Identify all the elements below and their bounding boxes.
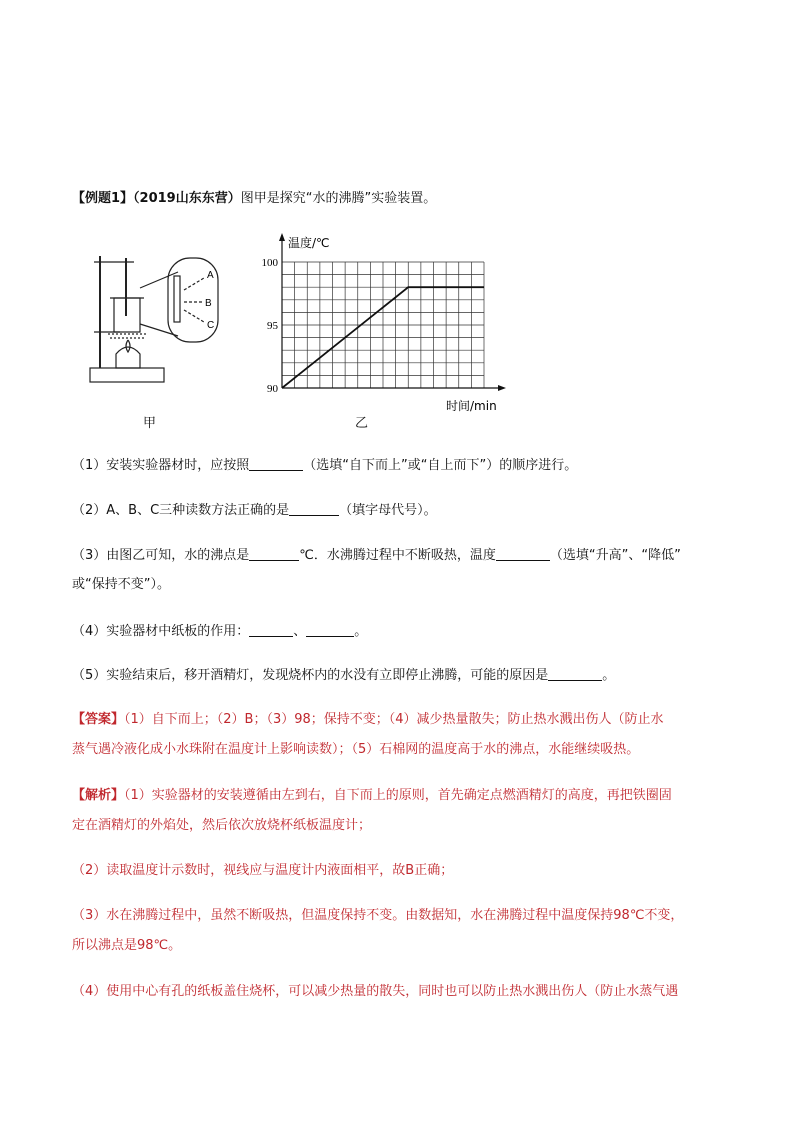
y-tick-label: 100 <box>261 257 278 269</box>
lamp-flame <box>126 340 130 352</box>
example-header <box>72 190 436 208</box>
y-tick-label: 90 <box>267 383 278 395</box>
label-b: B <box>205 298 212 309</box>
question-4 <box>72 622 367 641</box>
question-1-text: （1）安装实验器材时，应按照 <box>72 458 250 473</box>
example-tag: 【例题1】 <box>72 191 134 206</box>
answer-blank[interactable] <box>289 501 339 516</box>
example-text: 图甲是探究“水的沸腾”实验装置。 <box>240 191 437 206</box>
label-c: C <box>207 320 215 331</box>
question-4-mid: 、 <box>293 624 307 639</box>
label-a: A <box>207 270 214 281</box>
y-axis-arrow <box>279 233 285 241</box>
question-1-tail: （选填“自下而上”或“自上而下”）的顺序进行。 <box>303 458 578 473</box>
analysis-text: （1）实验器材的安装遵循由左到右，自下而上的原则，首先确定点燃酒精灯的高度，再把铁圈固 <box>124 788 672 803</box>
wire-gauze <box>108 334 148 338</box>
alcohol-lamp <box>116 347 140 368</box>
answer-blank[interactable] <box>306 622 354 637</box>
example-source: （2019山东东营） <box>133 191 241 206</box>
answer-blank[interactable] <box>249 456 303 471</box>
answer-text: （1）自下而上；（2）B；（3）98；保持不变；（4）减少热量散失；防止热水溅出伤人（防止水 <box>124 712 664 727</box>
question-4-text: （4）实验器材中纸板的作用： <box>72 624 250 639</box>
question-5-tail: 。 <box>602 668 616 683</box>
question-4-tail: 。 <box>354 624 368 639</box>
question-3-tail: （选填“升高”、“降低” <box>549 548 681 563</box>
question-1 <box>72 456 577 475</box>
chart-caption: 乙 <box>355 416 369 431</box>
answer-blank[interactable] <box>249 622 293 637</box>
analysis-p3-line1: （3）水在沸腾过程中，虽然不断吸热，但温度保持不变。由数据知，水在沸腾过程中温度保持98℃不变， <box>72 908 684 923</box>
y-tick-label: 95 <box>267 320 278 332</box>
analysis-line-2: 定在酒精灯的外焰处，然后依次放烧杯纸板温度计； <box>72 818 372 833</box>
answer-blank[interactable] <box>249 546 299 561</box>
question-5 <box>72 666 615 685</box>
answer-blank[interactable] <box>496 546 550 561</box>
question-2-text: （2）A、B、C三种读数方法正确的是 <box>72 503 290 518</box>
answer-line-1 <box>72 711 664 729</box>
question-3-text: （3）由图乙可知，水的沸点是 <box>72 548 250 563</box>
apparatus-caption: 甲 <box>143 416 157 431</box>
analysis-line-1 <box>72 787 672 805</box>
answer-tag: 【答案】 <box>72 712 125 727</box>
x-axis-label: 时间/min <box>446 399 497 413</box>
question-2-tail: （填字母代号）。 <box>339 503 437 518</box>
question-3-line2: 或“保持不变”）。 <box>72 577 170 592</box>
stand-base <box>90 368 164 382</box>
analysis-tag: 【解析】 <box>72 788 125 803</box>
temperature-chart <box>250 225 510 420</box>
analysis-p2: （2）读取温度计示数时，视线应与温度计内液面相平，故B正确； <box>72 863 454 878</box>
question-3-mid: ℃．水沸腾过程中不断吸热，温度 <box>299 548 496 563</box>
y-axis-label: 温度/℃ <box>288 236 330 250</box>
question-5-text: （5）实验结束后，移开酒精灯，发现烧杯内的水没有立即停止沸腾，可能的原因是 <box>72 668 549 683</box>
question-2 <box>72 501 437 520</box>
question-3 <box>72 546 681 565</box>
analysis-p4: （4）使用中心有孔的纸板盖住烧杯，可以减少热量的散失，同时也可以防止热水溅出伤人（防止水蒸气遇 <box>72 984 679 999</box>
analysis-p3-line2: 所以沸点是98℃。 <box>72 938 182 953</box>
answer-blank[interactable] <box>548 666 602 681</box>
apparatus-figure <box>86 228 226 393</box>
x-axis-arrow <box>498 385 506 391</box>
answer-line-2: 蒸气遇冷液化成小水珠附在温度计上影响读数）；（5）石棉网的温度高于水的沸点，水能继续吸热。 <box>72 742 640 757</box>
